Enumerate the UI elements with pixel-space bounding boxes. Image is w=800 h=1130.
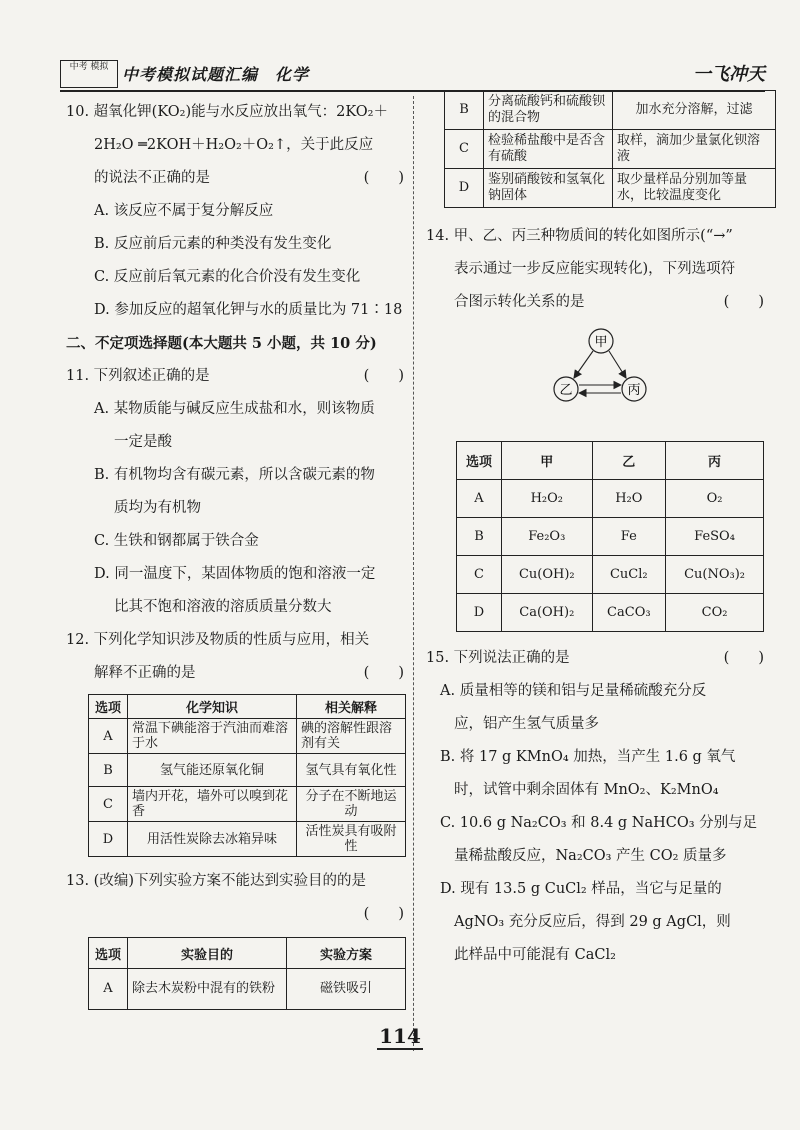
q14-conversion-diagram [426, 319, 766, 437]
table-cell: 除去木炭粉中混有的铁粉 [128, 969, 287, 1010]
q10-stem-1: 10. 超氧化钾(KO₂)能与水反应放出氧气：2KO₂＋ [66, 104, 388, 120]
arrow-jia-to-bing [609, 351, 626, 378]
q10-option-c: C. 反应前后氧元素的化合价没有发生变化 [94, 269, 361, 285]
q10-stem-2: 2H₂O ═2KOH＋H₂O₂＋O₂↑，关于此反应 [94, 137, 374, 153]
table-header-cell: 化学知识 [128, 695, 297, 719]
book-title: 中考模拟试题汇编 化学 [122, 65, 310, 84]
table-cell: Ca(OH)₂ [502, 594, 593, 632]
page-number [0, 1024, 800, 1048]
brand-name: 一飞冲天 [693, 64, 765, 85]
table-cell: 碘的溶解性跟溶剂有关 [297, 719, 406, 754]
q15-answer-paren: ( ) [723, 650, 764, 666]
right-column [426, 96, 766, 972]
table-cell: O₂ [666, 480, 764, 518]
q13-answer-paren: ( ) [363, 906, 404, 922]
table-cell: C [89, 787, 128, 822]
table-cell: 墙内开花，墙外可以嗅到花香 [128, 787, 297, 822]
q15-stem-text: 15. 下列说法正确的是 [426, 650, 570, 666]
table-header-cell: 相关解释 [297, 695, 406, 719]
page-header [60, 56, 765, 90]
table-header-cell: 乙 [592, 442, 666, 480]
table-row [89, 969, 406, 1010]
q11-stem [66, 360, 406, 393]
q15-option-d-2: AgNO₃ 充分反应后，得到 29 g AgCl，则 [454, 914, 731, 930]
q10-stem-3 [66, 162, 406, 195]
question-14 [426, 220, 766, 632]
q10-option-a: A. 该反应不属于复分解反应 [94, 203, 274, 219]
question-12 [66, 624, 406, 857]
left-column [66, 96, 406, 1010]
q13-stem: 13. (改编)下列实验方案不能达到实验目的的是 [66, 873, 366, 889]
question-10 [66, 96, 406, 327]
table-cell: B [457, 518, 502, 556]
q14-stem-1: 14. 甲、乙、丙三种物质间的转化如图所示(“→” [426, 228, 733, 244]
q15-option-b-1: B. 将 17 g KMnO₄ 加热，当产生 1.6 g 氧气 [440, 749, 736, 765]
q12-answer-paren: ( ) [363, 665, 404, 681]
table-cell: 活性炭具有吸附性 [297, 822, 406, 857]
q14-stem-2: 表示通过一步反应能实现转化)，下列选项符 [454, 261, 736, 277]
q15-stem [426, 642, 766, 675]
table-row [445, 91, 776, 130]
node-jia-label: 甲 [594, 335, 608, 350]
q10-option-d: D. 参加反应的超氧化钾与水的质量比为 71∶18 [94, 302, 403, 318]
column-divider [413, 96, 414, 1051]
table-header-cell: 实验目的 [128, 938, 287, 969]
table-header-cell: 选项 [89, 938, 128, 969]
table-cell: B [89, 754, 128, 787]
question-11 [66, 360, 406, 624]
q10-answer-paren: ( ) [363, 170, 404, 186]
table-header-row [89, 695, 406, 719]
section-2-heading: 二、不定项选择题(本大题共 5 小题，共 10 分) [66, 335, 377, 352]
table-row [457, 556, 764, 594]
table-cell: Cu(NO₃)₂ [666, 556, 764, 594]
q11-option-d-1: D. 同一温度下，某固体物质的饱和溶液一定 [94, 566, 376, 582]
table-row [445, 130, 776, 169]
q12-stem-1: 12. 下列化学知识涉及物质的性质与应用，相关 [66, 632, 370, 648]
q11-option-b-1: B. 有机物均含有碳元素，所以含碳元素的物 [94, 467, 375, 483]
series-logo [60, 60, 118, 88]
table-cell: A [89, 969, 128, 1010]
table-cell: 分子在不断地运动 [297, 787, 406, 822]
q11-option-c: C. 生铁和钢都属于铁合金 [94, 533, 259, 549]
table-header-cell: 选项 [89, 695, 128, 719]
table-cell: A [457, 480, 502, 518]
table-cell: CaCO₃ [592, 594, 666, 632]
q15-option-a-2: 应，铝产生氢气质量多 [454, 716, 599, 732]
table-header-cell: 丙 [666, 442, 764, 480]
q15-option-d-1: D. 现有 13.5 g CuCl₂ 样品，当它与足量的 [440, 881, 722, 897]
table-cell: C [457, 556, 502, 594]
q11-option-d-2: 比其不饱和溶液的溶质质量分数大 [114, 599, 332, 615]
table-cell: Fe₂O₃ [502, 518, 593, 556]
table-cell: C [445, 130, 484, 169]
q12-stem-2-text: 解释不正确的是 [94, 665, 196, 681]
table-cell: 氢气具有氧化性 [297, 754, 406, 787]
q14-stem-3-text: 合图示转化关系的是 [454, 294, 585, 310]
question-15 [426, 642, 766, 972]
table-cell: FeSO₄ [666, 518, 764, 556]
q15-option-c-1: C. 10.6 g Na₂CO₃ 和 8.4 g NaHCO₃ 分别与足 [440, 815, 758, 831]
q11-option-b-2: 质均为有机物 [114, 500, 201, 516]
table-header-cell: 选项 [457, 442, 502, 480]
table-row [457, 594, 764, 632]
table-cell: A [89, 719, 128, 754]
question-13 [66, 865, 406, 1010]
q12-table [88, 694, 406, 857]
table-row [89, 719, 406, 754]
conversion-diagram-svg [426, 319, 766, 437]
table-header-cell: 甲 [502, 442, 593, 480]
q14-answer-paren: ( ) [723, 294, 764, 310]
q15-option-d-3: 此样品中可能混有 CaCl₂ [454, 947, 616, 963]
table-row [89, 787, 406, 822]
table-cell: 取样，滴加少量氯化钡溶液 [613, 130, 776, 169]
table-cell: D [457, 594, 502, 632]
table-cell: 磁铁吸引 [287, 969, 406, 1010]
q11-option-a-2: 一定是酸 [114, 434, 172, 450]
q13-paren-line [66, 898, 406, 931]
q13-table [88, 937, 406, 1010]
table-cell: Cu(OH)₂ [502, 556, 593, 594]
node-yi-label: 乙 [559, 383, 573, 398]
q12-stem-2 [66, 657, 406, 690]
q15-option-b-2: 时，试管中剩余固体有 MnO₂、K₂MnO₄ [454, 782, 719, 798]
table-cell: CO₂ [666, 594, 764, 632]
table-header-row [457, 442, 764, 480]
q13-table-continued [444, 90, 776, 208]
table-row [89, 822, 406, 857]
arrow-jia-to-yi [574, 351, 593, 378]
q11-answer-paren: ( ) [363, 368, 404, 384]
table-row [457, 518, 764, 556]
table-cell: Fe [592, 518, 666, 556]
q10-stem-3-text: 的说法不正确的是 [94, 170, 210, 186]
q14-table [456, 441, 764, 632]
table-cell: 常温下碘能溶于汽油而难溶于水 [128, 719, 297, 754]
q11-stem-text: 11. 下列叙述正确的是 [66, 368, 210, 384]
table-cell: B [445, 91, 484, 130]
table-row [457, 480, 764, 518]
table-cell: 用活性炭除去冰箱异味 [128, 822, 297, 857]
table-row [445, 169, 776, 208]
table-cell: 鉴别硝酸铵和氢氧化钠固体 [484, 169, 613, 208]
q10-option-b: B. 反应前后元素的种类没有发生变化 [94, 236, 332, 252]
table-header-row [89, 938, 406, 969]
table-cell: 检验稀盐酸中是否含有硫酸 [484, 130, 613, 169]
logo-text: 中考 模拟 [69, 62, 109, 72]
q15-option-a-1: A. 质量相等的镁和铝与足量稀硫酸充分反 [440, 683, 707, 699]
q14-stem-3 [426, 286, 766, 319]
table-cell: 氢气能还原氧化铜 [128, 754, 297, 787]
table-header-cell: 实验方案 [287, 938, 406, 969]
table-cell: H₂O₂ [502, 480, 593, 518]
q15-option-c-2: 量稀盐酸反应，Na₂CO₃ 产生 CO₂ 质量多 [454, 848, 727, 864]
table-cell: 取少量样品分别加等量水，比较温度变化 [613, 169, 776, 208]
table-cell: CuCl₂ [592, 556, 666, 594]
q11-option-a-1: A. 某物质能与碱反应生成盐和水，则该物质 [94, 401, 375, 417]
table-cell: 加水充分溶解，过滤 [613, 91, 776, 130]
table-cell: D [89, 822, 128, 857]
page-number-text: 114 [379, 1024, 421, 1048]
table-cell: 分离硫酸钙和硫酸钡的混合物 [484, 91, 613, 130]
table-cell: H₂O [592, 480, 666, 518]
table-cell: D [445, 169, 484, 208]
table-row [89, 754, 406, 787]
node-bing-label: 丙 [627, 383, 641, 398]
